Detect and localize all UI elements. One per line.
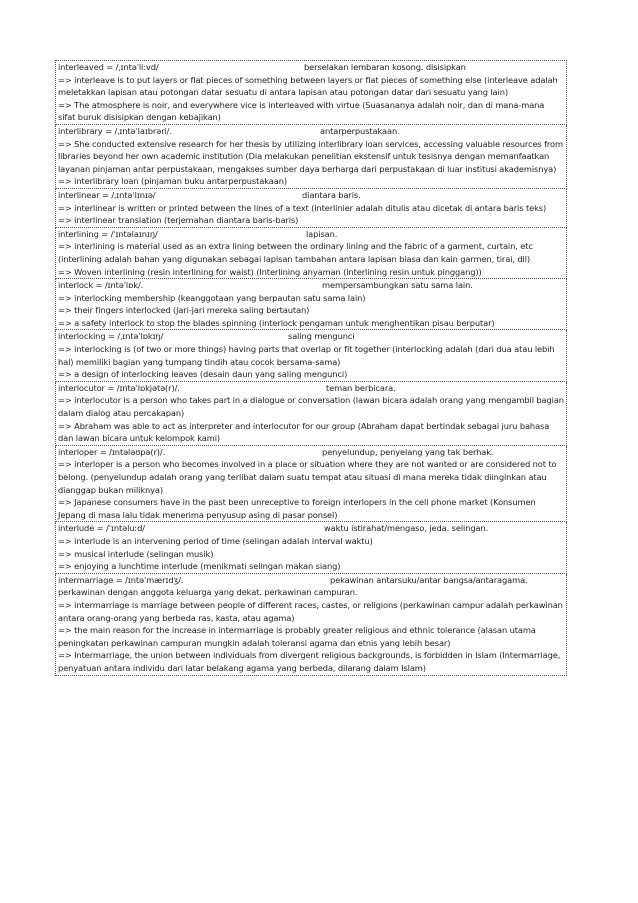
translation: berselakan lembaran kosong. disisipkan: [304, 62, 466, 72]
definition-line: => interlocking is (of two or more things) having parts that overlap or fit together (interlocking adalah (dari dua atau lebih hal) memiliki bagian yang tumpang tindih atau cocok bersama-sama): [58, 344, 555, 367]
example-line: => enjoying a lunchtime interlude (menikmati selingan makan siang): [58, 561, 341, 572]
example-line: => Woven interlining (resin interlining for waist) (Interlining anyaman (interlining resin untuk pinggang)): [58, 266, 482, 277]
translation: teman berbicara.: [326, 382, 396, 393]
headword: interlocutor = /ɪntəˈlɒkjətə(r)/.: [58, 382, 180, 393]
entry-header: [58, 382, 564, 395]
example-line: => Intermarriage, the union between individuals from divergent religious backgrounds, is forbidden in Islam (Intermarriage, penyatuan antara individu dari latar belakang agama yang berbeda, dilarang dalam Islam): [58, 650, 561, 673]
entry-interlocking: [55, 330, 567, 381]
entry-header: [58, 228, 564, 241]
definition-line: => interlocutor is a person who takes part in a dialogue or conversation (lawan bicara adalah orang yang mengambil bagian dalam dialog atau percakapan): [58, 395, 564, 419]
entry-interlude: [55, 522, 567, 573]
entry-interleaved: [55, 60, 567, 125]
definition-line: => interloper is a person who becomes involved in a place or situation where they are not wanted or are considered not to belong. (penyelundup adalah orang yang terlibat dalam suatu tempat atau situasi di mana mereka tidak diinginkan atau dianggap bukan miliknya): [58, 459, 557, 495]
entry-interlining: [55, 228, 567, 279]
example-line: => the main reason for the increase in intermarriage is probably greater religious and ethnic tolerance (alasan utama peningkatan perkawinan campuran mungkin adalah toleransi agama dan etnis yang lebih besar): [58, 625, 536, 648]
example-line: => interlocking membership (keanggotaan yang berpautan satu sama lain): [58, 292, 366, 303]
headword: intermarriage = /ɪntəˈmærɪdʒ/.: [58, 574, 184, 585]
example-line: => interlibrary loan (pinjaman buku antarperpustakaan): [58, 176, 287, 187]
entry-interlock: [55, 279, 567, 330]
translation: saling mengunci: [288, 331, 355, 342]
translation: waktu istirahat/mengaso, jeda. selingan.: [324, 523, 489, 534]
example-line: => The atmosphere is noir, and everywhere vice is interleaved with virtue (Suasananya adalah noir, dan di mana-mana sifat buruk disisipkan dengan kebajikan): [58, 99, 545, 123]
example-line: => a safety interlock to stop the blades spinning (interlock pengaman untuk menghentikan pisau berputar): [58, 317, 495, 328]
entry-header: [58, 574, 564, 587]
definition-line: => interlude is an intervening period of time (selingan adalah interval waktu): [58, 535, 373, 546]
headword: interloper = /ɪntələʊpə(r)/.: [58, 446, 166, 457]
headword: interlock = /ɪntəˈlɒk/.: [58, 280, 144, 291]
entry-header: [58, 61, 564, 74]
example-line: => their fingers interlocked (jari-jari mereka saling bertautan): [58, 305, 310, 316]
translation: penyelundup, penyelang yang tak berhak.: [322, 446, 494, 457]
definition-line: => interlining is material used as an extra lining between the ordinary lining and the fabric of a garment, curtain, etc (interlining adalah bahan yang digunakan sebagai lapisan tambahan antara lapisan biasa dan kain garmen, tirai, dll): [58, 241, 533, 264]
entry-header: [58, 330, 564, 343]
entry-interloper: [55, 446, 567, 523]
translation: antarperpustakaan.: [320, 125, 400, 136]
entry-interlibrary: [55, 125, 567, 189]
headword: interlinear = /ˌɪntəˈlɪnɪə/: [58, 189, 156, 200]
headword: interlibrary = /ˌɪntəˈlaɪbrəri/.: [58, 125, 172, 136]
example-line: => musical interlude (selingan musik): [58, 548, 214, 559]
translation-extra: perkawinan dengan anggota keluarga yang dekat. perkawinan campuran.: [58, 587, 358, 598]
headword: interlude = /ˈɪntəluːd/: [58, 523, 145, 534]
translation: diantara baris.: [302, 189, 361, 200]
definition-line: => interlinear is written or printed between the lines of a text (interlinier adalah ditulis atau dicetak di antara baris teks): [58, 202, 547, 213]
translation: pekawinan antarsuku/antar bangsa/antaragama.: [330, 574, 528, 585]
example-line: => Abraham was able to act as interpreter and interlocutor for our group (Abraham dapat bertindak sebagai juru bahasa dan lawan bicara untuk kelompok kami): [58, 420, 550, 444]
translation: mempersambungkan satu sama lain.: [322, 280, 473, 291]
headword: interlocking = /ˌɪntəˈlɒkɪŋ/: [58, 331, 164, 342]
entry-interlocutor: [55, 382, 567, 446]
entry-interlinear: [55, 189, 567, 228]
example-line: => interlinear translation (terjemahan diantara baris-baris): [58, 215, 299, 226]
entry-header: [58, 279, 564, 292]
entry-intermarriage: [55, 574, 567, 676]
entry-header: [58, 446, 564, 459]
example-line: => a design of interlocking leaves (desain daun yang saling mengunci): [58, 369, 348, 380]
entry-header: [58, 189, 564, 202]
entry-header: [58, 125, 564, 138]
example-line: => Japanese consumers have in the past been unreceptive to foreign interlopers in the cell phone market (Konsumen Jepang di masa lalu tidak menerima penyusup asing di pasar ponsel): [58, 497, 536, 520]
example-line: => She conducted extensive research for her thesis by utilizing interlibrary loan services, accessing valuable resources from libraries beyond her own academic institution (Dia melakukan penelitian ekstensif untuk tesisnya dengan memanfaatkan layanan pinjaman antar perpustakaan, mengakses sumber daya berharga dari perpustakaan di luar institusi akademisnya): [58, 138, 563, 174]
dictionary-page: [55, 60, 567, 676]
definition-line: => interleave is to put layers or flat pieces of something between layers or flat pieces of something else (interleave adalah meletakkan lapisan atau potongan datar sesuatu di antara lapisan atau potongan datar dari sesuatu yang lain): [58, 74, 558, 98]
headword: interlining = /ˈɪntəlaɪnɪŋ/: [58, 228, 158, 239]
headword: interleaved = /ˌɪntəˈliːvd/: [58, 62, 159, 72]
definition-line: => intermarriage is marriage between people of different races, castes, or religions (perkawinan campur adalah perkawinan antara orang-orang yang berbeda ras, kasta, atau agama): [58, 599, 563, 623]
translation: lapisan.: [306, 228, 338, 239]
entry-header: [58, 522, 564, 535]
